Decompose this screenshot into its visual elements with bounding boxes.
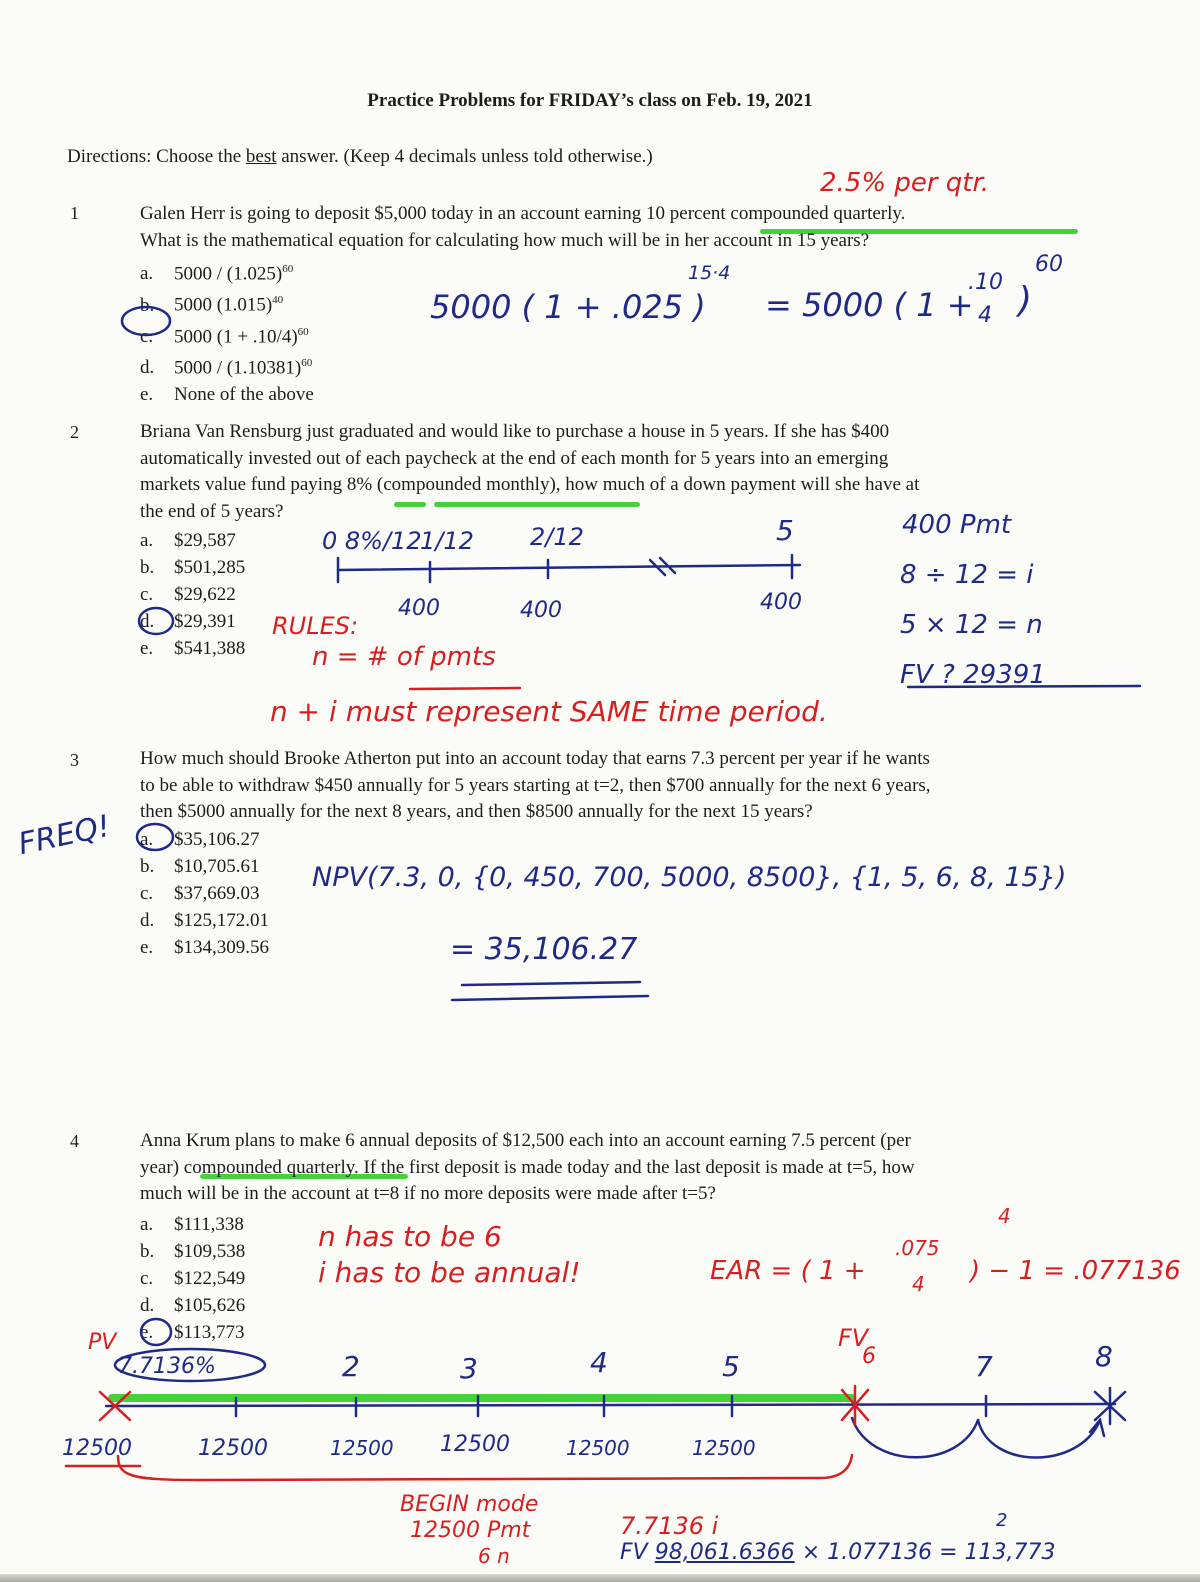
q4-line: much will be in the account at t=8 if no more deposits were made after t=5?: [140, 1183, 716, 1204]
q4-payment-4: 12500: [566, 1436, 630, 1460]
q4-ear-label: EAR = ( 1 +: [710, 1256, 866, 1286]
q3-line: to be able to withdraw $450 annually for 5 years starting at t=2, then $700 annually for the next 6 years,: [140, 774, 931, 796]
q4-begin-mode: BEGIN mode: [400, 1492, 539, 1517]
q4-timeline-line: [106, 1404, 1115, 1406]
q1-line: What is the mathematical equation for calculating how much will be in her account in 15 years?: [140, 229, 870, 251]
q4-payments-bracket: [118, 1455, 852, 1480]
q4-n-note: n has to be 6: [318, 1220, 502, 1253]
q2-rules-line2: n + i must represent SAME time period.: [270, 695, 828, 728]
q4-arc-1: [852, 1418, 978, 1457]
q4-line: year) compounded quarterly. If the first deposit is made today and the last deposit is made at t=5, how: [140, 1156, 915, 1178]
q3-line: How much should Brooke Atherton put into an account today that earns 7.3 percent per year if he wants: [140, 748, 930, 769]
q4-tick-8: 8: [1095, 1340, 1113, 1373]
q1-frac-num: .10: [968, 270, 1003, 295]
q2-timeline-label-3: 5: [776, 514, 794, 547]
q4-begin-pmt: 12500 Pmt: [410, 1518, 531, 1543]
q4-tick-3: 3: [460, 1352, 478, 1385]
q1-choice-a[interactable]: a. $5000 / (1.025)^{60}$: [140, 263, 294, 285]
q1-choice-c[interactable]: c. 5000 $(1 + .10/4)^{60}$: [140, 325, 309, 347]
q4-payment-2: 12500: [330, 1436, 394, 1460]
q1-choice-e[interactable]: e. None of the above: [140, 384, 314, 406]
q4-choice-e[interactable]: e. $113,773: [140, 1322, 245, 1343]
q2-choice-a[interactable]: a. $29,587: [140, 530, 236, 551]
q1-choice-b[interactable]: b. 5000 $(1.015)^{40}$: [140, 294, 284, 316]
q2-choice-c[interactable]: c. $29,622: [140, 584, 236, 605]
q2-payment-3: 400: [760, 590, 802, 615]
q1-exp-left: 15·4: [688, 262, 731, 284]
q4-answer-circle: [141, 1319, 171, 1345]
q4-choice-a[interactable]: a. $111,338: [140, 1214, 244, 1235]
q3-choice-b[interactable]: b. $10,705.61: [140, 856, 260, 877]
q4-fv-calculation: FV 98,061.6366 × 1.077136 = 113,773: [620, 1540, 1056, 1565]
q2-choice-e[interactable]: e. $541,388: [140, 638, 246, 659]
q1-close-paren: ): [1018, 280, 1033, 321]
q1-number: 1: [70, 203, 79, 223]
q2-rules-label: RULES:: [272, 612, 359, 640]
q4-star-8: [1095, 1388, 1125, 1424]
q4-line: Anna Krum plans to make 6 annual deposits of $12,500 each into an account earning 7.5 percent (per: [140, 1130, 911, 1151]
q3-freq-note: FREQ!: [15, 808, 114, 863]
q1-expression-right: = 5000 ( 1 +: [765, 286, 974, 324]
scan-edge: [0, 1574, 1200, 1582]
q4-choice-d[interactable]: d. $105,626: [140, 1295, 246, 1316]
q2-rules-underline: [410, 688, 520, 689]
q1-frac-den: 4: [978, 303, 992, 328]
q4-ear-num: .075: [895, 1236, 940, 1260]
directions-prefix: Directions: Choose the: [67, 146, 246, 167]
q4-pv-rate-box: [115, 1349, 265, 1381]
q2-answer-circle: [139, 608, 173, 634]
q4-tick-4: 4: [590, 1346, 608, 1379]
q2-timeline-label-1: 1/12: [420, 527, 474, 555]
q2-note-i: 8 ÷ 12 = i: [900, 560, 1034, 590]
q2-line: Briana Van Rensburg just graduated and would like to purchase a house in 5 years. If she has $400: [140, 421, 890, 442]
q1-expression-left: 5000 ( 1 + .025 ): [430, 288, 706, 326]
q2-choice-b[interactable]: b. $501,285: [140, 557, 246, 578]
q2-timeline-label-0: 0 8%/12: [322, 527, 422, 555]
q3-choice-d[interactable]: d. $125,172.01: [140, 910, 269, 931]
q4-arc-2: [978, 1420, 1100, 1458]
q2-payment-1: 400: [398, 596, 440, 621]
q4-payment-5: 12500: [692, 1436, 756, 1460]
q4-fv-label: FV: [838, 1324, 869, 1352]
q3-choice-c[interactable]: c. $37,669.03: [140, 883, 260, 904]
q4-choice-b[interactable]: b. $109,538: [140, 1241, 246, 1262]
q4-payment-0: 12500: [62, 1436, 132, 1461]
q2-timeline-line: [338, 565, 800, 570]
q1-rate-note: 2.5% per qtr.: [820, 168, 990, 198]
q3-choice-a[interactable]: a. $35,106.27: [140, 829, 260, 850]
q4-payment-1: 12500: [198, 1436, 268, 1461]
q1-line: Galen Herr is going to deposit $5,000 today in an account earning 10 percent compounded quarterly.: [140, 203, 906, 224]
q2-note-fv: FV ? 29391: [900, 660, 1046, 690]
q4-tick-5: 5: [722, 1350, 740, 1383]
directions-suffix: answer. (Keep 4 decimals unless told otherwise.): [276, 146, 653, 167]
q2-choice-d[interactable]: d. $29,391: [140, 611, 236, 632]
q4-begin-n: 6 n: [478, 1544, 510, 1568]
q4-choice-c[interactable]: c. $122,549: [140, 1268, 246, 1289]
q3-result-underline: [452, 982, 648, 1000]
q2-number: 2: [70, 422, 79, 442]
q4-ear-den: 4: [912, 1272, 925, 1296]
q4-payment-3: 12500: [440, 1432, 510, 1457]
q4-pv-label: PV: [88, 1330, 117, 1355]
q4-tick-6: 6: [862, 1344, 876, 1369]
q2-line: automatically invested out of each paycheck at the end of each month for 5 years into an emerging: [140, 447, 889, 469]
q2-timeline-label-2: 2/12: [530, 523, 584, 551]
q3-choice-e[interactable]: e. $134,309.56: [140, 937, 269, 958]
q2-note-pmt: 400 Pmt: [902, 510, 1012, 540]
q4-i-value: 7.7136 i: [620, 1512, 719, 1540]
page-title: Practice Problems for FRIDAY’s class on Feb. 19, 2021: [367, 90, 813, 111]
q1-choice-d[interactable]: d. $5000 / (1.10381)^{60}$: [140, 356, 313, 379]
q4-number: 4: [70, 1131, 79, 1151]
q2-fv-underline: [908, 686, 1140, 687]
q4-i-note: i has to be annual!: [318, 1256, 581, 1289]
q1-answer-circle: [122, 307, 170, 335]
q2-note-n: 5 × 12 = n: [900, 610, 1043, 640]
q1-exp-right: 60: [1035, 252, 1063, 277]
q4-fv-exponent: 2: [996, 1510, 1008, 1531]
q4-tick-7: 7: [975, 1350, 993, 1383]
q4-tick-2: 2: [342, 1350, 360, 1383]
q3-line: then $5000 annually for the next 8 years, and then $8500 annually for the next 15 years?: [140, 801, 813, 822]
directions-emphasis: best: [245, 146, 277, 167]
q3-npv-formula: NPV(7.3, 0, {0, 450, 700, 5000, 8500}, {1, 5, 6, 8, 15}): [312, 862, 1067, 893]
q3-answer-circle: [137, 824, 173, 850]
q2-line: markets value fund paying 8% (compounded monthly), how much of a down payment will she have at: [140, 474, 920, 495]
q4-ear-exp: 4: [998, 1204, 1011, 1228]
q2-rules-line: n = # of pmts: [312, 642, 496, 672]
q3-npv-result: = 35,106.27: [450, 932, 638, 967]
q4-pv-rate: 7.7136%: [118, 1354, 216, 1379]
q3-number: 3: [70, 750, 79, 770]
q2-line: the end of 5 years?: [140, 500, 284, 522]
q2-payment-2: 400: [520, 598, 562, 623]
q4-ear-result: ) − 1 = .077136: [970, 1256, 1181, 1286]
